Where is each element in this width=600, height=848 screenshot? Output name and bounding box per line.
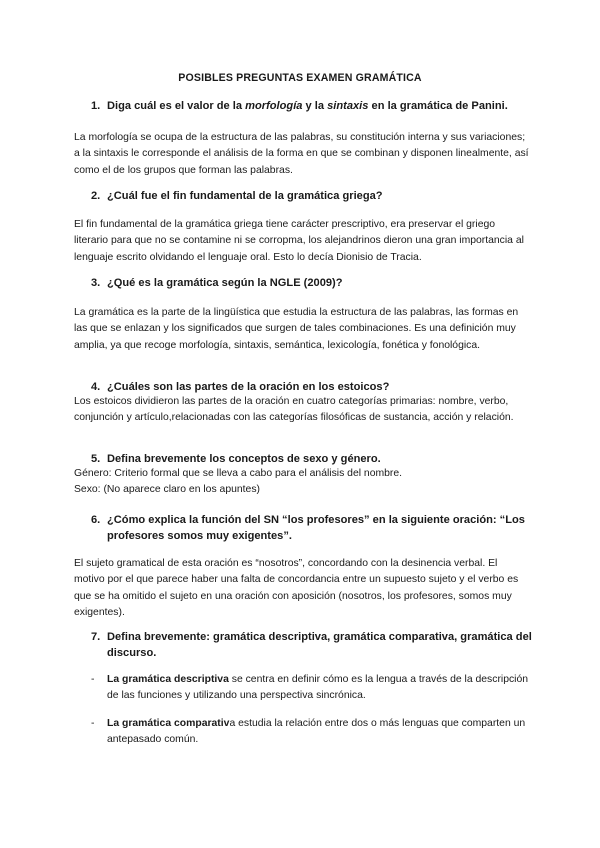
answer-3: La gramática es la parte de la lingüística que estudia la estructura de las palabras, las formas en las que se enlazan y los significados que surgen de tales combinaciones. Es una definición muy amplia, ya que recoge morfología, sintaxis, semántica, lexicología, fonética y fonológica.: [74, 307, 519, 351]
question-text: [91, 98, 551, 114]
answer-1: La morfología se ocupa de la estructura de las palabras, su constitución interna y sus variaciones; a la sintaxis le corresponde el análisis de la forma en que se combinan y disponen linealmente, así como el de los grupos que forman las palabras.: [74, 132, 529, 176]
question-text: Defina brevemente los conceptos de sexo y género.: [107, 453, 381, 465]
emphasis-sintaxis: sintaxis: [327, 100, 369, 112]
answer-2: El fin fundamental de la gramática griega tiene carácter prescriptivo, era preservar el griego literario para que no se contamine ni se corropma, los alejandrinos dieron una gran importancia al lenguaje escrito olvidando el lenguaje oral. Esto lo decía Dionisio de Tracia.: [74, 219, 524, 263]
answer-5-sexo: Sexo: (No aparece claro en los apuntes): [74, 484, 260, 495]
question-number: 7.: [91, 631, 101, 643]
bullet-text: [91, 716, 531, 749]
answer-6: El sujeto gramatical de esta oración es “nosotros”, concordando con la desinencia verbal. El motivo por el que parece haber una falta de concordancia entre un supuesto sujeto y el verbo es que se ha omitido el sujeto en una oración con aposición (nosotros, los profesores, somos muy exigentes).: [74, 558, 519, 618]
question-number: 1.: [91, 100, 101, 112]
question-number: 2.: [91, 190, 101, 202]
question-6: [91, 512, 537, 544]
bullet-term: La gramática comparativ: [107, 718, 230, 729]
question-number: 3.: [91, 277, 101, 289]
bullet-definition: a estudia la relación entre dos o más lenguas que comparten un antepasado común.: [107, 718, 526, 746]
question-text: ¿Cuál fue el fin fundamental de la gramática griega?: [107, 190, 383, 202]
question-4: [91, 379, 551, 395]
question-number: 6.: [91, 514, 101, 526]
bullet-item-descriptiva: [91, 672, 531, 705]
bullet-dash: -: [91, 718, 95, 729]
question-text-part: y la: [302, 100, 328, 112]
question-1: [91, 98, 551, 114]
emphasis-morfologia: morfología: [245, 100, 303, 112]
question-text-part: Diga cuál es el valor de la: [107, 100, 246, 112]
question-number: 4.: [91, 381, 101, 393]
question-text: Defina brevemente: gramática descriptiva, gramática comparativa, gramática del discurso.: [107, 631, 532, 659]
question-7: [91, 629, 537, 661]
question-5: [91, 451, 551, 467]
question-text-part: en la gramática de Panini.: [368, 100, 508, 112]
question-text: ¿Cómo explica la función del SN “los profesores” en la siguiente oración: “Los profesores somos muy exigentes”.: [107, 514, 525, 542]
bullet-term: La gramática descriptiva: [107, 674, 229, 685]
bullet-item-comparativa: [91, 716, 531, 749]
question-text: ¿Qué es la gramática según la NGLE (2009)?: [107, 277, 343, 289]
bullet-dash: -: [91, 674, 95, 685]
bullet-definition: se centra en definir cómo es la lengua a través de la descripción de las funciones y utilizando una perspectiva sincrónica.: [107, 674, 529, 702]
question-number: 5.: [91, 453, 101, 465]
answer-4: Los estoicos dividieron las partes de la oración en cuatro categorías primarias: nombre, verbo, conjunción y artículo,relacionadas con las categorías filosóficas de sustancia, acción y relación.: [74, 396, 514, 424]
question-text: ¿Cuáles son las partes de la oración en los estoicos?: [107, 381, 390, 393]
bullet-text: [91, 672, 531, 705]
answer-5-genero: Género: Criterio formal que se lleva a cabo para el análisis del nombre.: [74, 468, 403, 479]
question-3: [91, 275, 551, 291]
page-title: POSIBLES PREGUNTAS EXAMEN GRAMÁTICA: [178, 72, 422, 84]
question-2: [91, 188, 551, 204]
